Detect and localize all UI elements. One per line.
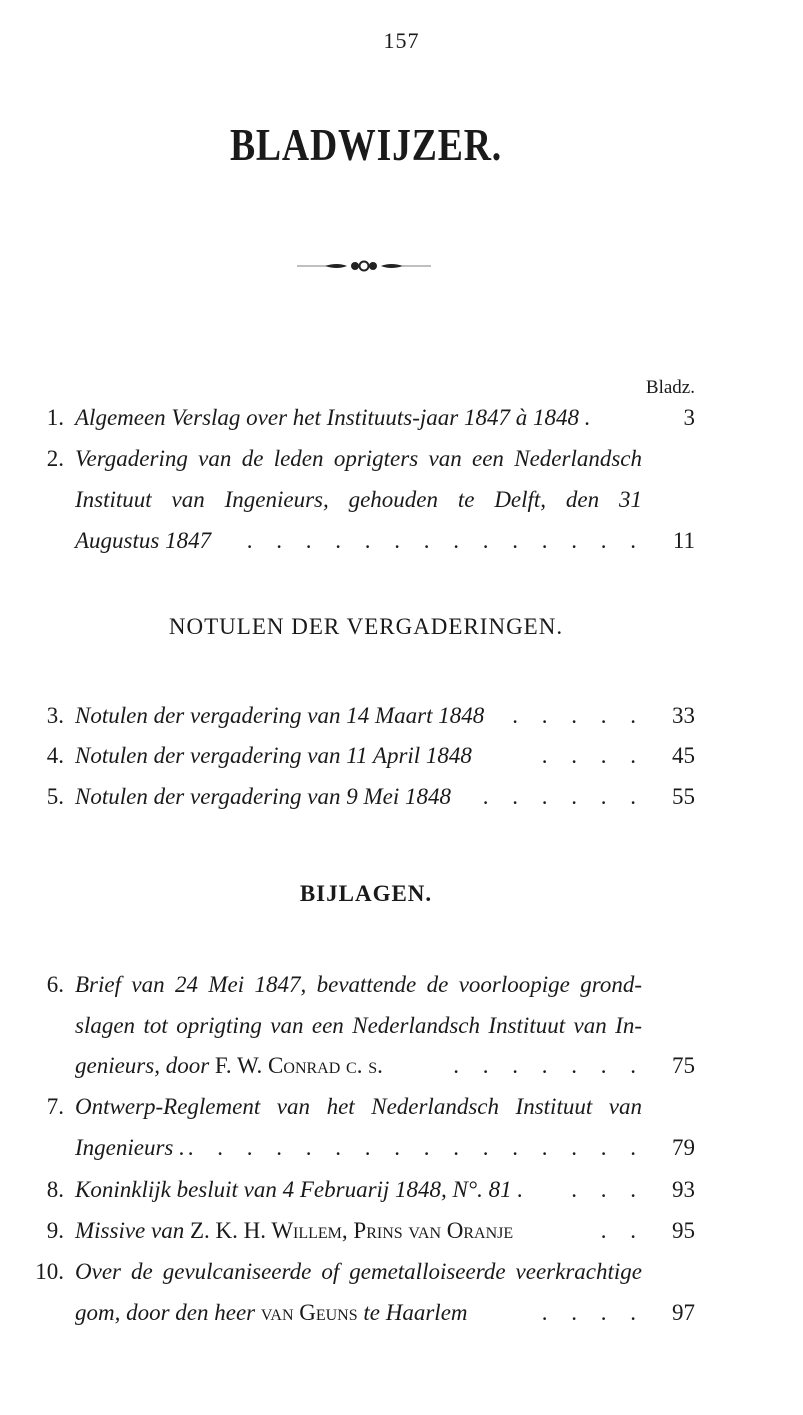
entry-title-italic: te Haarlem <box>363 1300 468 1325</box>
column-header-bladz: Bladz. <box>645 377 695 398</box>
toc-entry-continuation <box>0 1013 803 1053</box>
toc-entry <box>0 972 803 1012</box>
toc-entry-continuation <box>0 487 803 527</box>
page-number: 157 <box>383 28 420 53</box>
toc-entry-continuation <box>0 1300 803 1340</box>
dot-leader: . . . . <box>541 1300 645 1325</box>
entry-author-name: F. W. Conrad c. s. <box>214 1053 383 1078</box>
entry-title-line: Over de gevulcaniseerde of gemetalloiseerde veerkrachtige <box>75 1259 642 1284</box>
dot-leader: . . . <box>571 1177 645 1202</box>
toc-entry-continuation <box>0 1135 803 1175</box>
entry-number: 2. <box>46 446 64 471</box>
toc-entry <box>0 1218 803 1258</box>
entry-title: Algemeen Verslag over het Instituuts-jaar 1847 à 1848 . <box>75 405 591 430</box>
entry-title: Notulen der vergadering van 9 Mei 1848 <box>75 784 452 809</box>
entry-number: 9. <box>46 1218 64 1243</box>
entry-title-italic: Missive van <box>75 1218 185 1243</box>
entry-page: 79 <box>672 1135 695 1160</box>
dot-leader: . . . . . . . . . . . . . . . . <box>187 1135 645 1160</box>
page-title: BLADWIJZER. <box>229 119 503 170</box>
section-heading-bijlagen: BIJLAGEN. <box>299 881 433 906</box>
entry-author-name: van Geuns <box>260 1300 358 1325</box>
entry-author-name: Z. K. H. Willem, Prins van Oranje <box>189 1218 514 1243</box>
entry-page: 33 <box>672 703 695 728</box>
entry-page: 3 <box>683 405 695 430</box>
entry-title-italic: gom, door den heer <box>75 1300 256 1325</box>
entry-title-line <box>75 1218 513 1244</box>
entry-number: 5. <box>46 784 64 809</box>
entry-title: Koninklijk besluit van 4 Februarij 1848, N°. 81 . <box>75 1177 524 1202</box>
entry-number: 8. <box>46 1177 64 1202</box>
entry-title-line: Vergadering van de leden oprigters van een Nederlandsch <box>75 446 642 471</box>
dot-leader: . . <box>600 1218 645 1243</box>
entry-number: 7. <box>46 1094 64 1119</box>
toc-entry <box>0 1259 803 1299</box>
entry-page: 75 <box>672 1053 695 1078</box>
entry-page: 55 <box>672 784 695 809</box>
toc-entry <box>0 743 803 783</box>
entry-number: 3. <box>46 703 64 728</box>
dot-leader: . . . . . . . . . . . . . . <box>246 528 645 553</box>
entry-title-line: Augustus 1847 <box>75 528 212 553</box>
entry-title: Notulen der vergadering van 14 Maart 1848 <box>75 703 485 728</box>
entry-title: Notulen der vergadering van 11 April 1848 <box>75 743 472 768</box>
dot-leader: . . . . . . . <box>453 1053 645 1078</box>
toc-entry-continuation <box>0 528 803 568</box>
toc-entry <box>0 703 803 743</box>
entry-number: 10. <box>35 1259 64 1284</box>
ornament-divider <box>297 256 431 276</box>
entry-title-italic: genieurs, door <box>75 1053 210 1078</box>
toc-entry <box>0 1177 803 1217</box>
entry-number: 1. <box>46 405 64 430</box>
entry-title-line: Instituut van Ingenieurs, gehouden te Delft, den 31 <box>75 487 642 512</box>
entry-page: 97 <box>672 1300 695 1325</box>
entry-title-line <box>75 1053 383 1079</box>
toc-entry <box>0 784 803 824</box>
toc-entry <box>0 405 803 445</box>
entry-title-line <box>75 1300 468 1326</box>
entry-page: 93 <box>672 1177 695 1202</box>
entry-page: 45 <box>672 743 695 768</box>
entry-title-line: Ingenieurs . <box>75 1135 185 1160</box>
toc-entry <box>0 1094 803 1134</box>
dot-leader: . . . . . . <box>482 784 645 809</box>
entry-title-line: Brief van 24 Mei 1847, bevattende de voorloopige grond- <box>75 972 642 997</box>
entry-title-line: slagen tot oprigting van een Nederlandsch Instituut van In- <box>75 1013 642 1038</box>
dot-leader: . . . . . <box>512 703 645 728</box>
entry-number: 4. <box>46 743 64 768</box>
entry-number: 6. <box>46 972 64 997</box>
toc-entry <box>0 446 803 486</box>
entry-page: 95 <box>672 1218 695 1243</box>
toc-entry-continuation <box>0 1053 803 1093</box>
dot-leader: . . . . <box>541 743 645 768</box>
entry-page: 11 <box>672 528 695 553</box>
entry-title-line: Ontwerp-Reglement van het Nederlandsch Instituut van <box>75 1094 642 1119</box>
section-heading-notulen: NOTULEN DER VERGADERINGEN. <box>168 614 564 639</box>
